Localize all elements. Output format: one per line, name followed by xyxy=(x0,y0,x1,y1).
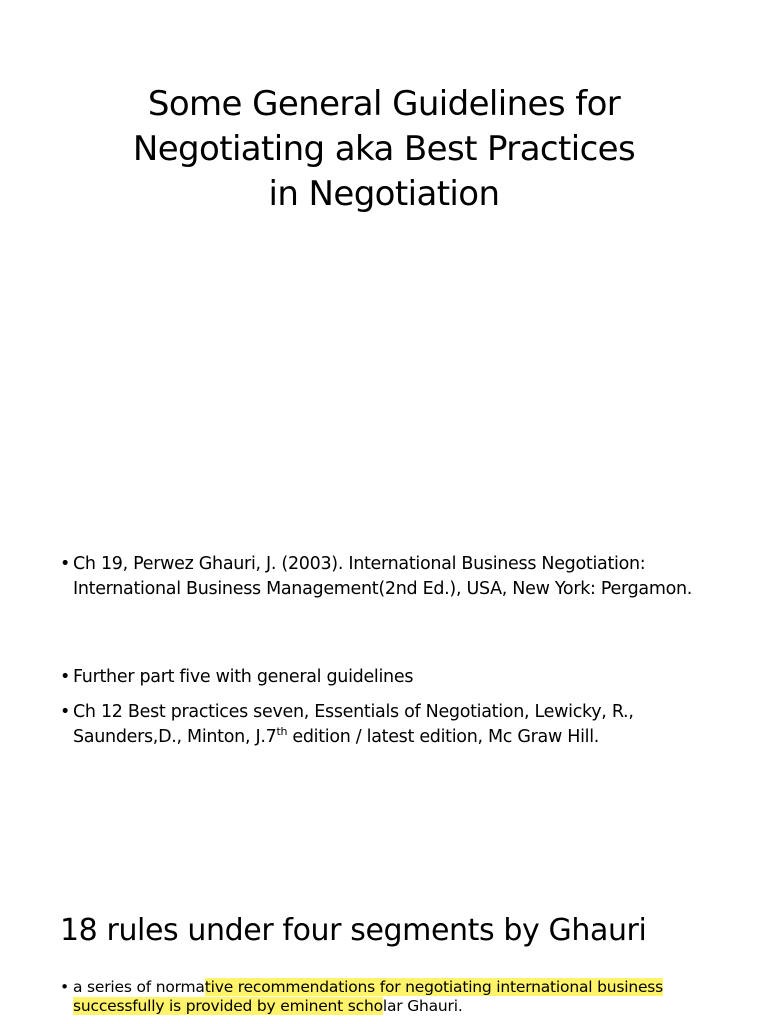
reference-text xyxy=(73,702,634,747)
text-part: a series of norma xyxy=(73,978,205,996)
text-part: lar Ghauri. xyxy=(382,997,463,1015)
superscript: th xyxy=(276,725,288,738)
bullet-icon: • xyxy=(60,978,69,996)
reference-item xyxy=(60,665,710,690)
reference-text: Ch 19, Perwez Ghauri, J. (2003). International Business Negotiation: International Business Management(2nd Ed.), USA, New York: Pergamon. xyxy=(73,554,693,599)
reference-text-part: Ch 12 Best practices seven, Essentials of Negotiation, Lewicky, R., Saunders,D., Minton, J.7 xyxy=(73,702,634,747)
reference-list xyxy=(60,552,710,602)
highlighted-text: tive recommendations for negotiating international business successfully is provided by eminent scho xyxy=(73,978,664,1015)
list-item-text xyxy=(73,978,663,1015)
bullet-icon: • xyxy=(60,667,71,687)
reference-text-part: edition / latest edition, Mc Graw Hill. xyxy=(287,727,600,747)
reference-item xyxy=(60,552,710,602)
reference-text: Further part five with general guidelines xyxy=(73,667,414,687)
reference-list xyxy=(60,665,710,750)
list-item xyxy=(60,978,700,1016)
title-line: in Negotiation xyxy=(268,174,500,214)
bullet-icon: • xyxy=(60,554,71,574)
section-list xyxy=(60,978,700,1016)
title-line: Some General Guidelines for xyxy=(147,84,621,124)
section-heading: 18 rules under four segments by Ghauri xyxy=(60,913,647,948)
bullet-icon: • xyxy=(60,702,71,722)
slide-title xyxy=(60,82,708,217)
title-line: Negotiating aka Best Practices xyxy=(132,129,636,169)
reference-item xyxy=(60,700,710,750)
